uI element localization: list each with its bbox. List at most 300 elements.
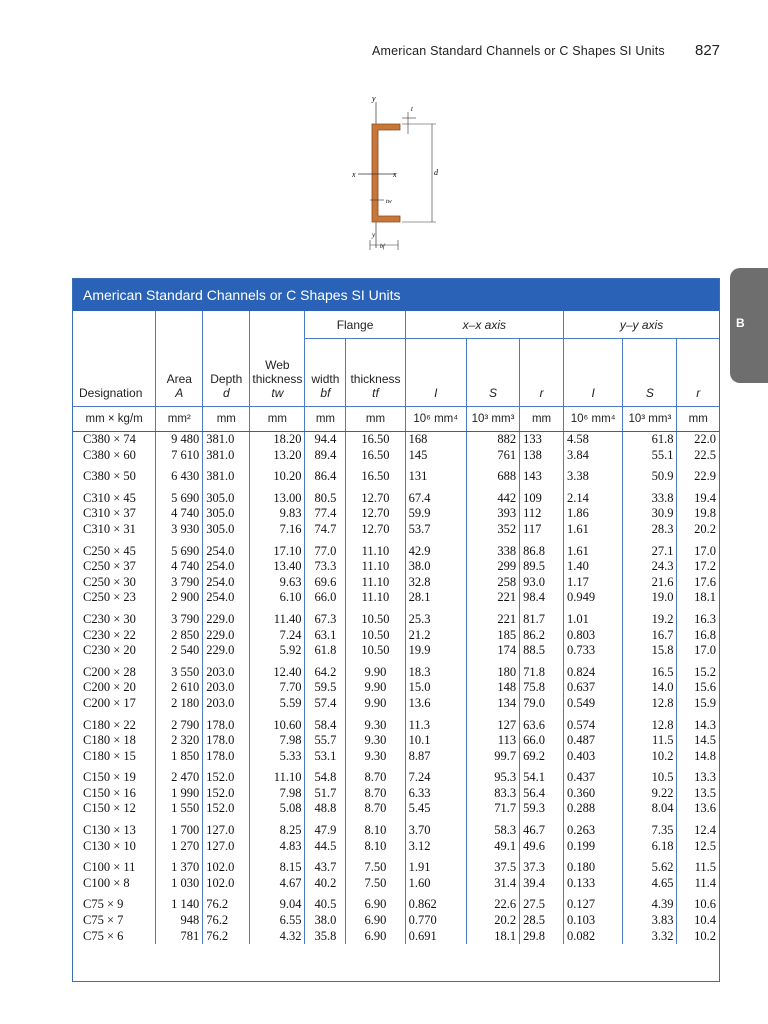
value-cell: 0.691 xyxy=(405,929,466,945)
value-cell: 58.3 xyxy=(466,817,519,839)
value-cell: 8.10 xyxy=(346,839,405,855)
col-group-xx: x–x axis xyxy=(405,311,563,339)
value-cell: 20.2 xyxy=(466,913,519,929)
table-row xyxy=(73,506,719,522)
value-cell: 13.6 xyxy=(405,696,466,712)
designation-cell: C130 × 10 xyxy=(73,839,156,855)
value-cell: 3.38 xyxy=(564,463,623,485)
value-cell: 3 790 xyxy=(156,606,203,628)
value-cell: 133 xyxy=(520,432,564,448)
value-cell: 138 xyxy=(520,448,564,464)
value-cell: 178.0 xyxy=(203,712,250,734)
value-cell: 203.0 xyxy=(203,680,250,696)
value-cell: 13.6 xyxy=(694,801,716,816)
value-cell: 221 xyxy=(466,606,519,628)
table-row xyxy=(73,432,719,448)
col-yy-r: r xyxy=(677,339,719,407)
value-cell: 22.5 xyxy=(694,447,716,462)
value-cell: 37.5 xyxy=(466,854,519,876)
value-cell: 0.103 xyxy=(564,913,623,929)
table-row xyxy=(73,538,719,560)
designation-cell: C200 × 20 xyxy=(73,680,156,696)
value-cell: 16.7 xyxy=(623,628,677,644)
channel-section-diagram xyxy=(340,90,460,255)
value-cell: 86.2 xyxy=(520,628,564,644)
value-cell: 5.33 xyxy=(250,749,305,765)
value-cell: 10.5 xyxy=(623,764,677,786)
value-cell: 112 xyxy=(520,506,564,522)
designation-cell: C230 × 22 xyxy=(73,628,156,644)
value-cell: 77.0 xyxy=(305,538,346,560)
table-row xyxy=(73,643,719,659)
value-cell: 127 xyxy=(466,712,519,734)
value-cell: 4 740 xyxy=(156,506,203,522)
value-cell: 0.127 xyxy=(564,891,623,913)
value-cell: 46.7 xyxy=(520,817,564,839)
value-cell: 7.70 xyxy=(250,680,305,696)
table-row xyxy=(73,749,719,765)
value-cell: 12.70 xyxy=(346,485,405,507)
value-cell: 53.1 xyxy=(305,749,346,765)
table-row xyxy=(73,786,719,802)
value-cell: 0.082 xyxy=(564,929,623,945)
value-cell: 22.0 xyxy=(694,432,716,446)
value-cell: 7.24 xyxy=(250,628,305,644)
value-cell: 14.0 xyxy=(623,680,677,696)
value-cell: 17.6 xyxy=(694,574,716,589)
value-cell: 57.4 xyxy=(305,696,346,712)
value-cell: 1.86 xyxy=(564,506,623,522)
value-cell: 6.90 xyxy=(346,913,405,929)
value-cell: 10.2 xyxy=(694,928,716,943)
value-cell: 1 030 xyxy=(156,876,203,892)
value-cell: 3 790 xyxy=(156,575,203,591)
value-cell: 148 xyxy=(466,680,519,696)
table-row xyxy=(73,575,719,591)
value-cell: 305.0 xyxy=(203,522,250,538)
properties-table xyxy=(73,311,719,944)
value-cell: 0.803 xyxy=(564,628,623,644)
value-cell: 21.2 xyxy=(405,628,466,644)
value-cell: 6.33 xyxy=(405,786,466,802)
value-cell: 8.04 xyxy=(623,801,677,817)
value-cell: 38.0 xyxy=(305,913,346,929)
page-number: 827 xyxy=(695,42,721,59)
col-xx-I: I xyxy=(405,339,466,407)
value-cell: 71.7 xyxy=(466,801,519,817)
unit-cell: mm × kg/m xyxy=(73,407,156,432)
value-cell: 64.2 xyxy=(305,659,346,681)
value-cell: 13.40 xyxy=(250,559,305,575)
value-cell: 5 690 xyxy=(156,538,203,560)
value-cell: 8.10 xyxy=(346,817,405,839)
value-cell: 18.20 xyxy=(250,432,305,448)
designation-cell: C150 × 12 xyxy=(73,801,156,817)
value-cell: 7.98 xyxy=(250,786,305,802)
value-cell: 305.0 xyxy=(203,506,250,522)
value-cell: 80.5 xyxy=(305,485,346,507)
value-cell: 4 740 xyxy=(156,559,203,575)
value-cell: 338 xyxy=(466,538,519,560)
value-cell: 1 850 xyxy=(156,749,203,765)
section-tab[interactable] xyxy=(730,268,768,383)
value-cell: 10.6 xyxy=(694,897,716,912)
unit-cell: 10⁶ mm⁴ xyxy=(564,407,623,432)
unit-cell: 10³ mm³ xyxy=(623,407,677,432)
value-cell: 1.91 xyxy=(405,854,466,876)
value-cell: 27.5 xyxy=(520,891,564,913)
value-cell: 73.3 xyxy=(305,559,346,575)
value-cell: 63.6 xyxy=(520,712,564,734)
value-cell: 76.2 xyxy=(203,913,250,929)
value-cell: 17.0 xyxy=(694,643,716,658)
value-cell: 48.8 xyxy=(305,801,346,817)
value-cell: 66.0 xyxy=(520,733,564,749)
col-xx-r: r xyxy=(520,339,564,407)
value-cell: 381.0 xyxy=(203,448,250,464)
value-cell: 5.62 xyxy=(623,854,677,876)
value-cell: 174 xyxy=(466,643,519,659)
table-row xyxy=(73,876,719,892)
value-cell: 33.8 xyxy=(623,485,677,507)
value-cell: 12.70 xyxy=(346,506,405,522)
value-cell: 14.5 xyxy=(694,733,716,748)
value-cell: 61.8 xyxy=(623,432,677,448)
value-cell: 35.8 xyxy=(305,929,346,945)
value-cell: 61.8 xyxy=(305,643,346,659)
value-cell: 6.18 xyxy=(623,839,677,855)
value-cell: 11.10 xyxy=(346,590,405,606)
value-cell: 55.1 xyxy=(623,448,677,464)
value-cell: 9.83 xyxy=(250,506,305,522)
value-cell: 442 xyxy=(466,485,519,507)
value-cell: 203.0 xyxy=(203,696,250,712)
value-cell: 11.40 xyxy=(250,606,305,628)
value-cell: 51.7 xyxy=(305,786,346,802)
value-cell: 7.98 xyxy=(250,733,305,749)
value-cell: 0.733 xyxy=(564,643,623,659)
table-row xyxy=(73,733,719,749)
value-cell: 3.83 xyxy=(623,913,677,929)
value-cell: 2.14 xyxy=(564,485,623,507)
value-cell: 10.60 xyxy=(250,712,305,734)
value-cell: 30.9 xyxy=(623,506,677,522)
value-cell: 13.3 xyxy=(694,770,716,785)
value-cell: 13.20 xyxy=(250,448,305,464)
value-cell: 2 180 xyxy=(156,696,203,712)
value-cell: 7.50 xyxy=(346,854,405,876)
value-cell: 178.0 xyxy=(203,733,250,749)
value-cell: 12.70 xyxy=(346,522,405,538)
value-cell: 49.6 xyxy=(520,839,564,855)
value-cell: 761 xyxy=(466,448,519,464)
table-row xyxy=(73,764,719,786)
value-cell: 10.50 xyxy=(346,606,405,628)
col-web-thickness: Web thickness tw xyxy=(250,311,305,407)
value-cell: 180 xyxy=(466,659,519,681)
value-cell: 254.0 xyxy=(203,575,250,591)
value-cell: 185 xyxy=(466,628,519,644)
value-cell: 12.5 xyxy=(694,838,716,853)
value-cell: 10.50 xyxy=(346,628,405,644)
value-cell: 69.2 xyxy=(520,749,564,765)
value-cell: 381.0 xyxy=(203,432,250,448)
value-cell: 0.360 xyxy=(564,786,623,802)
value-cell: 53.7 xyxy=(405,522,466,538)
col-yy-S: S xyxy=(623,339,677,407)
value-cell: 203.0 xyxy=(203,659,250,681)
value-cell: 9.30 xyxy=(346,712,405,734)
value-cell: 50.9 xyxy=(623,463,677,485)
value-cell: 14.8 xyxy=(694,748,716,763)
value-cell: 59.3 xyxy=(520,801,564,817)
value-cell: 948 xyxy=(156,913,203,929)
col-xx-S: S xyxy=(466,339,519,407)
value-cell: 9.63 xyxy=(250,575,305,591)
value-cell: 11.10 xyxy=(250,764,305,786)
value-cell: 4.32 xyxy=(250,929,305,945)
channels-table xyxy=(72,278,720,982)
table-row xyxy=(73,839,719,855)
value-cell: 40.5 xyxy=(305,891,346,913)
value-cell: 109 xyxy=(520,485,564,507)
value-cell: 67.3 xyxy=(305,606,346,628)
value-cell: 0.949 xyxy=(564,590,623,606)
table-row xyxy=(73,559,719,575)
value-cell: 381.0 xyxy=(203,463,250,485)
value-cell: 1.61 xyxy=(564,538,623,560)
value-cell: 131 xyxy=(405,463,466,485)
table-row xyxy=(73,463,719,485)
designation-cell: C380 × 74 xyxy=(73,432,156,448)
value-cell: 781 xyxy=(156,929,203,945)
section-tab-label: B xyxy=(736,316,745,330)
value-cell: 19.2 xyxy=(623,606,677,628)
value-cell: 15.6 xyxy=(694,680,716,695)
value-cell: 67.4 xyxy=(405,485,466,507)
value-cell: 76.2 xyxy=(203,929,250,945)
unit-cell: mm xyxy=(305,407,346,432)
value-cell: 4.67 xyxy=(250,876,305,892)
value-cell: 0.199 xyxy=(564,839,623,855)
table-row xyxy=(73,485,719,507)
value-cell: 31.4 xyxy=(466,876,519,892)
fig-label-y-bottom: y xyxy=(372,231,376,239)
col-flange-width: width bf xyxy=(305,339,346,407)
value-cell: 94.4 xyxy=(305,432,346,448)
value-cell: 8.87 xyxy=(405,749,466,765)
value-cell: 1.17 xyxy=(564,575,623,591)
col-group-flange: Flange xyxy=(305,311,405,339)
designation-cell: C75 × 6 xyxy=(73,929,156,945)
value-cell: 66.0 xyxy=(305,590,346,606)
value-cell: 81.7 xyxy=(520,606,564,628)
fig-label-x-left: x xyxy=(352,170,356,179)
value-cell: 3.12 xyxy=(405,839,466,855)
value-cell: 1 550 xyxy=(156,801,203,817)
value-cell: 6.90 xyxy=(346,929,405,945)
designation-cell: C180 × 22 xyxy=(73,712,156,734)
value-cell: 17.2 xyxy=(694,559,716,574)
value-cell: 8.70 xyxy=(346,786,405,802)
value-cell: 18.3 xyxy=(405,659,466,681)
value-cell: 4.58 xyxy=(564,432,623,448)
designation-cell: C180 × 15 xyxy=(73,749,156,765)
value-cell: 13.00 xyxy=(250,485,305,507)
value-cell: 6.10 xyxy=(250,590,305,606)
value-cell: 0.133 xyxy=(564,876,623,892)
table-row xyxy=(73,590,719,606)
value-cell: 29.8 xyxy=(520,929,564,945)
value-cell: 299 xyxy=(466,559,519,575)
value-cell: 3.70 xyxy=(405,817,466,839)
value-cell: 6.55 xyxy=(250,913,305,929)
value-cell: 5.08 xyxy=(250,801,305,817)
value-cell: 28.5 xyxy=(520,913,564,929)
col-group-yy: y–y axis xyxy=(564,311,719,339)
value-cell: 0.574 xyxy=(564,712,623,734)
value-cell: 221 xyxy=(466,590,519,606)
value-cell: 117 xyxy=(520,522,564,538)
table-row xyxy=(73,913,719,929)
value-cell: 42.9 xyxy=(405,538,466,560)
value-cell: 8.70 xyxy=(346,764,405,786)
value-cell: 7.35 xyxy=(623,817,677,839)
value-cell: 11.5 xyxy=(623,733,677,749)
value-cell: 1 270 xyxy=(156,839,203,855)
designation-cell: C250 × 45 xyxy=(73,538,156,560)
value-cell: 15.2 xyxy=(694,664,716,679)
value-cell: 86.4 xyxy=(305,463,346,485)
table-row xyxy=(73,929,719,945)
value-cell: 102.0 xyxy=(203,854,250,876)
value-cell: 10.50 xyxy=(346,643,405,659)
col-designation: Designation xyxy=(73,311,156,407)
value-cell: 55.7 xyxy=(305,733,346,749)
value-cell: 882 xyxy=(466,432,519,448)
value-cell: 39.4 xyxy=(520,876,564,892)
value-cell: 11.4 xyxy=(694,875,716,890)
value-cell: 54.8 xyxy=(305,764,346,786)
value-cell: 134 xyxy=(466,696,519,712)
unit-cell: mm xyxy=(677,407,719,432)
value-cell: 1.61 xyxy=(564,522,623,538)
value-cell: 9.90 xyxy=(346,696,405,712)
value-cell: 2 900 xyxy=(156,590,203,606)
value-cell: 393 xyxy=(466,506,519,522)
value-cell: 93.0 xyxy=(520,575,564,591)
designation-cell: C75 × 7 xyxy=(73,913,156,929)
value-cell: 8.25 xyxy=(250,817,305,839)
unit-cell: mm xyxy=(520,407,564,432)
value-cell: 8.70 xyxy=(346,801,405,817)
value-cell: 2 320 xyxy=(156,733,203,749)
value-cell: 3 930 xyxy=(156,522,203,538)
value-cell: 95.3 xyxy=(466,764,519,786)
value-cell: 89.4 xyxy=(305,448,346,464)
table-row xyxy=(73,659,719,681)
value-cell: 14.3 xyxy=(694,717,716,732)
value-cell: 145 xyxy=(405,448,466,464)
value-cell: 2 610 xyxy=(156,680,203,696)
value-cell: 49.1 xyxy=(466,839,519,855)
designation-cell: C380 × 50 xyxy=(73,463,156,485)
value-cell: 16.50 xyxy=(346,463,405,485)
value-cell: 2 540 xyxy=(156,643,203,659)
value-cell: 0.403 xyxy=(564,749,623,765)
value-cell: 127.0 xyxy=(203,817,250,839)
value-cell: 178.0 xyxy=(203,749,250,765)
value-cell: 12.8 xyxy=(623,696,677,712)
value-cell: 69.6 xyxy=(305,575,346,591)
value-cell: 19.4 xyxy=(694,490,716,505)
value-cell: 1 700 xyxy=(156,817,203,839)
designation-cell: C100 × 11 xyxy=(73,854,156,876)
value-cell: 98.4 xyxy=(520,590,564,606)
designation-cell: C250 × 37 xyxy=(73,559,156,575)
value-cell: 1 990 xyxy=(156,786,203,802)
value-cell: 13.5 xyxy=(694,785,716,800)
value-cell: 1.60 xyxy=(405,876,466,892)
value-cell: 76.2 xyxy=(203,891,250,913)
table-body xyxy=(73,432,719,945)
value-cell: 258 xyxy=(466,575,519,591)
value-cell: 74.7 xyxy=(305,522,346,538)
col-area: Area A xyxy=(156,311,203,407)
value-cell: 10.2 xyxy=(623,749,677,765)
value-cell: 25.3 xyxy=(405,606,466,628)
value-cell: 0.180 xyxy=(564,854,623,876)
value-cell: 16.3 xyxy=(694,611,716,626)
value-cell: 9.22 xyxy=(623,786,677,802)
value-cell: 15.8 xyxy=(623,643,677,659)
table-row xyxy=(73,891,719,913)
running-head: American Standard Channels or C Shapes SI Units xyxy=(372,44,665,58)
fig-label-tf: t xyxy=(411,105,413,113)
table-row xyxy=(73,522,719,538)
value-cell: 15.0 xyxy=(405,680,466,696)
value-cell: 0.770 xyxy=(405,913,466,929)
unit-cell: mm xyxy=(250,407,305,432)
value-cell: 0.637 xyxy=(564,680,623,696)
value-cell: 2 470 xyxy=(156,764,203,786)
value-cell: 77.4 xyxy=(305,506,346,522)
value-cell: 127.0 xyxy=(203,839,250,855)
value-cell: 59.9 xyxy=(405,506,466,522)
value-cell: 16.50 xyxy=(346,448,405,464)
value-cell: 9.30 xyxy=(346,733,405,749)
value-cell: 37.3 xyxy=(520,854,564,876)
value-cell: 63.1 xyxy=(305,628,346,644)
value-cell: 113 xyxy=(466,733,519,749)
unit-cell: 10³ mm³ xyxy=(466,407,519,432)
value-cell: 305.0 xyxy=(203,485,250,507)
value-cell: 10.1 xyxy=(405,733,466,749)
value-cell: 15.9 xyxy=(694,695,716,710)
value-cell: 24.3 xyxy=(623,559,677,575)
fig-label-d: d xyxy=(434,168,438,177)
value-cell: 7.16 xyxy=(250,522,305,538)
table-row xyxy=(73,448,719,464)
value-cell: 16.5 xyxy=(623,659,677,681)
table-row xyxy=(73,628,719,644)
value-cell: 0.487 xyxy=(564,733,623,749)
value-cell: 27.1 xyxy=(623,538,677,560)
value-cell: 152.0 xyxy=(203,786,250,802)
value-cell: 229.0 xyxy=(203,606,250,628)
value-cell: 10.20 xyxy=(250,463,305,485)
fig-label-tw: tw xyxy=(386,199,392,205)
